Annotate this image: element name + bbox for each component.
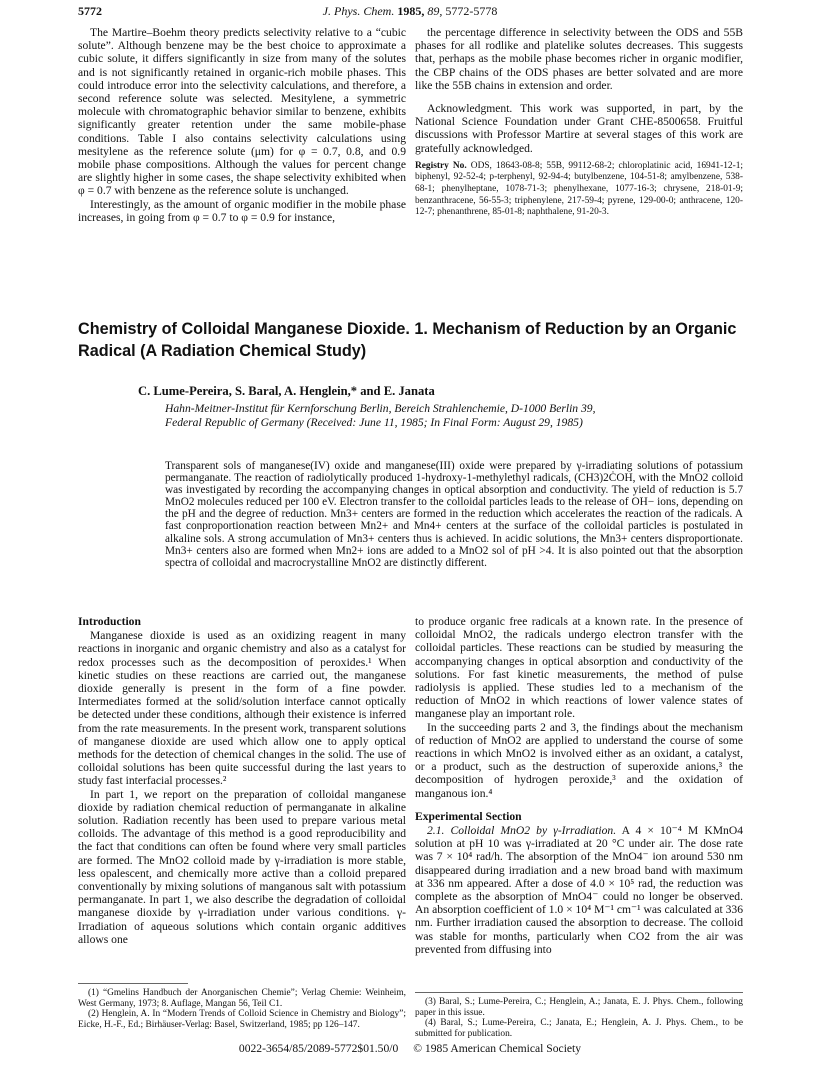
section-heading-experimental: Experimental Section xyxy=(415,809,522,823)
footnote: (4) Baral, S.; Lume-Pereira, C.; Janata, E.; Henglein, A. J. Phys. Chem., to be submitted for publication. xyxy=(415,1018,743,1039)
body-right-column xyxy=(415,615,743,956)
page-number: 5772 xyxy=(78,4,102,18)
prev-article-left-column xyxy=(78,26,406,224)
footnote: (2) Henglein, A. In “Modern Trends of Colloid Science in Chemistry and Biology”; Eicke, H.-F., Ed.; Birhäuser-Verlag: Basel, Switzerland, 1985; pp 126–147. xyxy=(78,1009,406,1030)
footnote-rule-left xyxy=(78,983,188,984)
registry-numbers xyxy=(415,161,743,219)
footnotes-right xyxy=(415,997,743,1039)
acknowledgment-paragraph: Acknowledgment. This work was supported, in part, by the National Science Foundation under Grant CHE-8500658. Fruitful discussions with Professor Martire at several stages of this work are gratefully acknowledged. xyxy=(415,102,743,155)
body-paragraph: Manganese dioxide is used as an oxidizing reagent in many reactions in inorganic and organic chemistry and also as a catalyst for redox processes such as the decomposition of peroxides.¹ When kinetic studies on these reactions are carried out, the manganese dioxide generally is present in the form of a fine powder. Intermediates formed at the solid/solution interface cannot optically be detected under these conditions, although their existence is inferred from the rate measurements. In the present work, transparent solutions of manganese dioxide are used which allow one to apply optical methods for the detection of chemical changes in the solid. The use of colloidal solutions has been quite successful during the last years to study fast interfacial processes.² xyxy=(78,629,406,788)
affiliation-line: Hahn-Meitner-Institut für Kernforschung Berlin, Bereich Strahlenchemie, D-1000 Berlin 39, xyxy=(165,402,596,415)
article-title xyxy=(78,318,758,362)
journal-year: 1985, xyxy=(397,4,425,18)
section-heading-introduction: Introduction xyxy=(78,615,141,628)
footnote: (3) Baral, S.; Lume-Pereira, C.; Henglein, A.; Janata, E. J. Phys. Chem., following paper in this issue. xyxy=(415,997,743,1018)
footnotes-left xyxy=(78,988,406,1030)
body-paragraph: to produce organic free radicals at a known rate. In the presence of colloidal MnO2, the radicals undergo electron transfer with the colloidal particles. These reactions can be studied by measuring the accompanying changes in optical absorption and conductivity of the solutions. For fast kinetic measurements, the method of pulse radiolysis is applied. These studies led to a mechanism of the reduction of MnO2 in which reactions of lower valence states of manganese play an important role. xyxy=(415,615,743,721)
authors: C. Lume-Pereira, S. Baral, A. Henglein,* and E. Janata xyxy=(138,384,435,398)
journal-pages: 5772-5778 xyxy=(445,4,498,18)
journal-volume: 89, xyxy=(427,4,443,18)
abstract: Transparent sols of manganese(IV) oxide and manganese(III) oxide were prepared by γ-irradiating solutions of potassium permanganate. The reaction of radiolytically produced 1-hydroxy-1-methylethyl radicals, (CH3)2ĊOH, with the MnO2 colloid was investigated by recording the accompanying changes in optical absorption and conductivity. The yield of reduction is 5.7 MnO2 molecules reduced per 100 eV. Electron transfer to the colloidal particles leads to the release of OH− ions, depending on the pH and the degree of reduction. Mn3+ centers are formed in the reduction which accelerates the reaction of the radicals. A fast conproportionation reaction between Mn2+ and Mn4+ centers at the surface of the colloidal particles is postulated in alkaline sols. A strong accumulation of Mn3+ centers thus is achieved. In acidic solutions, the Mn3+ centers disproportionate. Mn3+ centers also are formed when Mn2+ ions are added to a MnO2 sol of pH >4. It is also pointed out that the absorption spectra of colloidal and macrocrystalline MnO2 are distinctly different. xyxy=(165,460,743,569)
body-paragraph: In part 1, we report on the preparation of colloidal manganese dioxide by radiation chemical reduction of permanganate in alkaline solution. Radiation recently has been used to prepare various metal colloids. The advantage of this method is a good reproducibility and the fact that conditions can often be found where very small particles are formed. The MnO2 colloid made by γ-irradiation is more stable, less opalescent, and chemically more active than a colloid prepared conventionally by mixing solutions of manganous salt with potassium permanganate. In part 1, we also describe the degradation of colloidal manganese dioxide by γ-irradiation under various conditions. γ-Irradiation of aqueous solutions which contain organic additives allows one xyxy=(78,787,406,946)
affiliation-line: Federal Republic of Germany (Received: June 11, 1985; In Final Form: August 29, 1985) xyxy=(165,416,583,429)
footnote-rule-right xyxy=(415,992,743,993)
registry-text: ODS, 18643-08-8; 55B, 99112-68-2; chloroplatinic acid, 16941-12-1; biphenyl, 92-52-4; p-terphenyl, 92-94-4; butylbenzene, 104-51-8; amylbenzene, 538-68-1; phenylheptane, 1078-71-3; phenylhexane, 1077-16-3; chrysene, 218-01-9; benzanthracene, 56-55-3; triphenylene, 217-59-4; pyrene, 129-00-0; anthracene, 120-12-7; phenanthrene, 85-01-8; naphthalene, 91-20-3. xyxy=(415,160,743,218)
experimental-paragraph xyxy=(415,824,743,956)
footer-copyright: © 1985 American Chemical Society xyxy=(413,1042,582,1055)
footnote: (1) “Gmelins Handbuch der Anorganischen Chemie”; Verlag Chemie: Weinheim, West Germany, 1973; 8. Auflage, Mangan 56, Teil C1. xyxy=(78,988,406,1009)
prev-article-right-column xyxy=(415,26,743,219)
page-footer xyxy=(0,1042,820,1055)
footer-code: 0022-3654/85/2089-5772$01.50/0 xyxy=(238,1042,399,1055)
prev-paragraph: The Martire–Boehm theory predicts selectivity relative to a “cubic solute”. Although benzene may be the best choice to approximate a cubic solute, it differs significantly in size from many of the solutes and is not significantly retained in organic-rich mobile phases. This could introduce error into the selectivity calculations, and therefore, a second reference solute was selected. Mesitylene, a symmetric molecule with chromatographic behavior similar to benzene, exhibits significantly greater retention under the same mobile-phase conditions. Table I also contains selectivity calculations using mesitylene as the reference solute (μm) for φ = 0.7, 0.8, and 0.9 mobile phase compositions. Although the values for percent change are slightly higher in some cases, the shape selectivity exhibited when φ = 0.7 with benzene as the reference solute is unchanged. xyxy=(78,26,406,198)
experimental-text: A 4 × 10⁻⁴ M KMnO4 solution at pH 10 was γ-irradiated at 20 °C under air. The dose rate was 7 × 10⁴ rad/h. The absorption of the MnO4⁻ ion around 530 nm disappeared during irradiation and a new broad band with maximum at 336 nm appeared. After a dose of 4.0 × 10⁵ rad, the reduction was complete as the absorption of MnO4⁻ could no longer be observed. An absorption coefficient of 1.0 × 10⁴ M⁻¹ cm⁻¹ was calculated at 336 nm. Further irradiation caused the absorption to decrease. The colloid was stable for months, particularly when CO2 from the air was prevented from diffusing into xyxy=(415,824,744,956)
prev-paragraph: the percentage difference in selectivity between the ODS and 55B phases for all rodlike and platelike solutes decreases. This suggests that, perhaps as the mobile phase becomes richer in organic modifier, the CBP chains of the ODS phases are better solvated and are more like the 55B chains in extension and order. xyxy=(415,26,743,92)
article-title-line: Radical (A Radiation Chemical Study) xyxy=(78,342,367,360)
registry-label: Registry No. xyxy=(415,160,467,171)
body-paragraph: In the succeeding parts 2 and 3, the findings about the mechanism of reduction of MnO2 are applied to understand the course of some reactions in which MnO2 is involved either as an oxidant, a catalyst, or a product, such as the destruction of superoxide anions,³ the decomposition of hydrogen peroxide,³ and the oxidation of manganous ion.⁴ xyxy=(415,720,743,800)
journal-name: J. Phys. Chem. xyxy=(322,4,395,18)
affiliation xyxy=(165,402,725,430)
article-title-line: Chemistry of Colloidal Manganese Dioxide. 1. Mechanism of Reduction by an Organic xyxy=(78,320,737,338)
prev-paragraph: Interestingly, as the amount of organic modifier in the mobile phase increases, in going from φ = 0.7 to φ = 0.9 for instance, xyxy=(78,197,406,224)
body-left-column xyxy=(78,615,406,946)
journal-citation xyxy=(0,4,820,19)
experimental-subheading: 2.1. Colloidal MnO2 by γ-Irradiation. xyxy=(427,824,617,838)
